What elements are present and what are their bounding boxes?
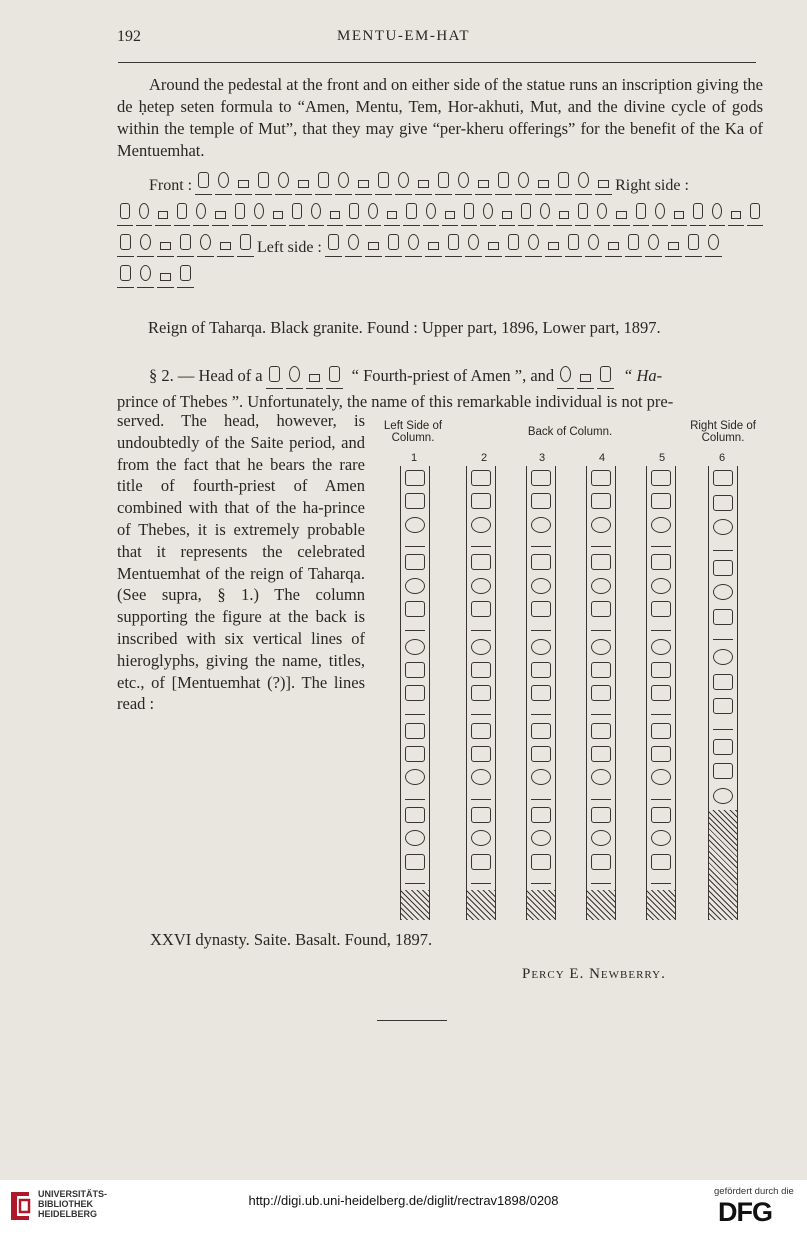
hieroglyph-icon bbox=[117, 199, 133, 226]
hieroglyph-column-1 bbox=[400, 466, 430, 920]
column-number-2: 2 bbox=[481, 452, 488, 464]
hieroglyph-icon bbox=[155, 199, 171, 226]
hieroglyph-icon bbox=[385, 230, 402, 257]
hieroglyph-icon bbox=[535, 168, 552, 195]
hieroglyph-icon bbox=[136, 199, 152, 226]
hieroglyph-icon bbox=[405, 230, 422, 257]
dfg-logo: DFG bbox=[718, 1197, 772, 1227]
header-rule bbox=[118, 62, 756, 63]
hieroglyph-icon bbox=[415, 168, 432, 195]
hieroglyph-icon bbox=[595, 168, 612, 195]
source-url-link[interactable]: http://digi.ub.uni-heidelberg.de/diglit/rectrav1898/0208 bbox=[248, 1193, 559, 1208]
funding-note: gefördert durch die bbox=[714, 1186, 794, 1197]
left-side-label: Left side : bbox=[257, 239, 322, 256]
intro-section bbox=[117, 74, 763, 288]
hieroglyph-icon bbox=[652, 199, 668, 226]
left-inscription-continuation bbox=[117, 261, 763, 288]
hieroglyph-icon bbox=[425, 230, 442, 257]
right-side-column-heading: Right Side of Column. bbox=[690, 420, 756, 444]
hieroglyph-icon bbox=[465, 230, 482, 257]
hieroglyph-icon bbox=[384, 199, 400, 226]
hieroglyph-column-5 bbox=[646, 466, 676, 920]
hieroglyph-icon bbox=[365, 230, 382, 257]
hieroglyph-icon bbox=[395, 168, 412, 195]
hieroglyph-icon bbox=[286, 362, 303, 389]
hieroglyph-icon bbox=[423, 199, 439, 226]
hieroglyph-icon bbox=[251, 199, 267, 226]
hieroglyph-icon bbox=[475, 168, 492, 195]
hieroglyph-icon bbox=[266, 362, 283, 389]
reign-caption: Reign of Taharqa. Black granite. Found : Upper part, 1896, Lower part, 1897. bbox=[148, 318, 661, 337]
hieroglyph-icon bbox=[157, 230, 174, 257]
hieroglyph-icon bbox=[555, 168, 572, 195]
hieroglyph-icon bbox=[515, 168, 532, 195]
hieroglyph-icon bbox=[327, 199, 343, 226]
hieroglyph-icon bbox=[645, 230, 662, 257]
hieroglyph-icon bbox=[315, 168, 332, 195]
hieroglyph-icon bbox=[685, 230, 702, 257]
hieroglyph-icon bbox=[613, 199, 629, 226]
right-side-label: Right side : bbox=[615, 177, 689, 194]
hieroglyph-icon bbox=[445, 230, 462, 257]
hieroglyph-icon bbox=[594, 199, 610, 226]
hieroglyph-icon bbox=[325, 230, 342, 257]
hieroglyph-column-4 bbox=[586, 466, 616, 920]
hieroglyph-icon bbox=[556, 199, 572, 226]
hieroglyph-icon bbox=[197, 230, 214, 257]
hieroglyph-icon bbox=[747, 199, 763, 226]
hieroglyph-icon bbox=[345, 230, 362, 257]
hieroglyph-icon bbox=[505, 230, 522, 257]
intro-paragraph: Around the pedestal at the front and on either side of the statue runs an inscription giving the de ḥetep seten formula to “Amen, Mentu, Tem, Hor-akhuti, Mut, and the divine cycle of gods within the temple of Mut”, that they may give “per-kheru offerings” for the benefit of the Ka of Mentuemhat. bbox=[117, 75, 763, 160]
hieroglyph-icon bbox=[435, 168, 452, 195]
hieroglyph-icon bbox=[212, 199, 228, 226]
column-number-4: 4 bbox=[599, 452, 606, 464]
hieroglyph-icon bbox=[117, 230, 134, 257]
hieroglyph-icon bbox=[442, 199, 458, 226]
column-number-3: 3 bbox=[539, 452, 546, 464]
university-name: UNIVERSITÄTS- BIBLIOTHEK HEIDELBERG bbox=[38, 1189, 108, 1219]
hieroglyph-icon bbox=[537, 199, 553, 226]
hieroglyph-icon bbox=[195, 168, 212, 195]
front-label: Front : bbox=[149, 177, 193, 194]
hieroglyph-icon bbox=[365, 199, 381, 226]
hieroglyph-icon bbox=[461, 199, 477, 226]
hieroglyph-icon bbox=[137, 230, 154, 257]
hieroglyph-icon bbox=[237, 230, 254, 257]
column-number-5: 5 bbox=[659, 452, 666, 464]
hieroglyph-icon bbox=[174, 199, 190, 226]
hieroglyph-icon bbox=[137, 261, 154, 288]
hieroglyph-icon bbox=[575, 199, 591, 226]
hieroglyph-icon bbox=[499, 199, 515, 226]
section-2-quote-1: “ Fourth-priest of Amen ”, and bbox=[351, 365, 555, 385]
back-column-heading: Back of Column. bbox=[527, 426, 613, 438]
hieroglyph-column-6 bbox=[708, 466, 738, 920]
hieroglyph-icon bbox=[308, 199, 324, 226]
digitization-footer bbox=[0, 1180, 807, 1237]
front-inscription-row bbox=[117, 168, 763, 195]
hieroglyph-icon bbox=[557, 362, 574, 389]
hieroglyph-icon bbox=[575, 168, 592, 195]
section-2-body: served. The head, however, is undoubtedly of the Saite period, and from the fact that he bears the rare title of fourth-priest of Amen combined with that of the ha-prince of Thebes, it is extremely probable that it represents the celebrated Mentuemhat of the reign of Taharqa. (See supra, § 1.) The column supporting the figure at the back is inscribed with six vertical lines of hieroglyphs, giving the name, titles, etc., of [Mentuemhat (?)]. The lines read : bbox=[117, 411, 365, 714]
hieroglyph-icon bbox=[709, 199, 725, 226]
hieroglyph-icon bbox=[346, 199, 362, 226]
hieroglyph-icon bbox=[671, 199, 687, 226]
end-rule bbox=[377, 1020, 447, 1021]
hieroglyph-icon bbox=[235, 168, 252, 195]
section-2-quote-2: “ Ha- bbox=[623, 365, 663, 385]
hieroglyph-icon bbox=[355, 168, 372, 195]
page-number: 192 bbox=[117, 28, 141, 45]
section-2-first-line bbox=[117, 362, 763, 389]
hieroglyph-icon bbox=[665, 230, 682, 257]
section-2-continuation: prince of Thebes ”. Unfortunately, the name of this remarkable individual is not pre- bbox=[117, 392, 674, 411]
hieroglyph-icon bbox=[375, 168, 392, 195]
hieroglyph-icon bbox=[117, 261, 134, 288]
hieroglyph-icon bbox=[480, 199, 496, 226]
left-side-column-heading: Left Side of Column. bbox=[383, 420, 443, 444]
hieroglyph-icon bbox=[335, 168, 352, 195]
hieroglyph-icon bbox=[217, 230, 234, 257]
hieroglyph-icon bbox=[270, 199, 286, 226]
author-signature: Percy E. Newberry. bbox=[522, 966, 666, 982]
hieroglyph-icon bbox=[177, 261, 194, 288]
hieroglyph-icon bbox=[605, 230, 622, 257]
hieroglyph-icon bbox=[625, 230, 642, 257]
hieroglyph-icon bbox=[326, 362, 343, 389]
hieroglyph-icon bbox=[255, 168, 272, 195]
hieroglyph-icon bbox=[215, 168, 232, 195]
section-2-lead: § 2. — Head of a bbox=[149, 365, 263, 385]
hieroglyph-icon bbox=[157, 261, 174, 288]
running-title: MENTU-EM-HAT bbox=[337, 28, 470, 44]
hieroglyph-icon bbox=[193, 199, 209, 226]
hieroglyph-column-3 bbox=[526, 466, 556, 920]
hieroglyph-icon bbox=[525, 230, 542, 257]
hieroglyph-icon bbox=[518, 199, 534, 226]
right-inscription-row bbox=[117, 199, 763, 226]
hieroglyph-icon bbox=[585, 230, 602, 257]
hieroglyph-icon bbox=[597, 362, 614, 389]
hieroglyph-icon bbox=[545, 230, 562, 257]
left-inscription-row bbox=[117, 230, 763, 257]
hieroglyph-icon bbox=[177, 230, 194, 257]
hieroglyph-icon bbox=[455, 168, 472, 195]
hieroglyph-icon bbox=[633, 199, 649, 226]
hieroglyph-icon bbox=[690, 199, 706, 226]
hieroglyph-icon bbox=[728, 199, 744, 226]
column-number-1: 1 bbox=[411, 452, 418, 464]
hieroglyph-icon bbox=[705, 230, 722, 257]
hieroglyph-icon bbox=[495, 168, 512, 195]
hieroglyph-column-2 bbox=[466, 466, 496, 920]
hieroglyph-icon bbox=[295, 168, 312, 195]
hieroglyph-icon bbox=[565, 230, 582, 257]
hieroglyph-icon bbox=[403, 199, 419, 226]
hieroglyph-icon bbox=[577, 362, 594, 389]
section-2-heading bbox=[117, 362, 763, 413]
dynasty-caption: XXVI dynasty. Saite. Basalt. Found, 1897. bbox=[150, 930, 433, 949]
hieroglyph-icon bbox=[485, 230, 502, 257]
column-number-6: 6 bbox=[719, 452, 726, 464]
hieroglyph-icon bbox=[275, 168, 292, 195]
hieroglyph-icon bbox=[232, 199, 248, 226]
hieroglyph-icon bbox=[306, 362, 323, 389]
hieroglyph-icon bbox=[289, 199, 305, 226]
